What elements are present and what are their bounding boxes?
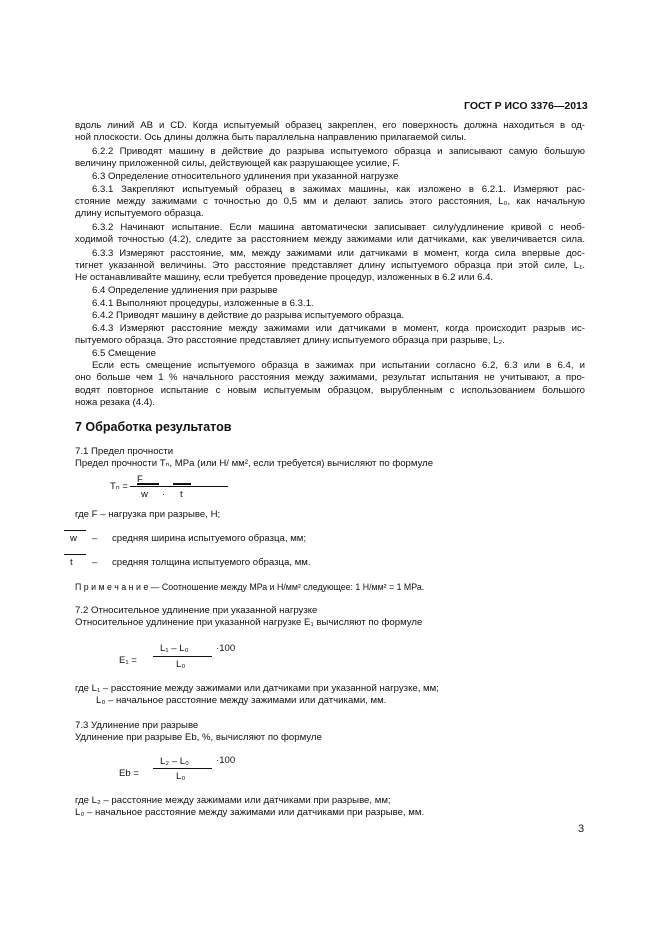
page-number: 3 <box>578 823 585 835</box>
text-line: где F – нагрузка при разрыве, Н; <box>75 509 221 520</box>
subsection-title: 7.1 Предел прочности <box>75 446 174 457</box>
document-header: ГОСТ Р ИСО 3376—2013 <box>464 100 588 112</box>
formula-denominator: · <box>162 489 166 500</box>
text-line: 6.3.3 Измеряют расстояние, мм, между зажимами или датчиками в момент, когда сила впервые дос- <box>92 248 585 259</box>
text-line: 6.3.2 Начинают испытание. Если машина автоматически записывает силу/удлинение кривой с необ- <box>92 222 585 233</box>
text-line: Если есть смещение испытуемого образца в зажимах при испытании согласно 6.2, 6.3 или в 6.4, и <box>92 360 585 371</box>
formula-denominator: L₀ <box>176 771 186 782</box>
text-line: где L₂ – расстояние между зажимами или датчиками при разрыве, мм; <box>75 795 391 806</box>
dash: – <box>92 557 98 568</box>
symbol-w: w <box>70 533 77 544</box>
fraction-bar <box>153 768 212 769</box>
text-line: ходимой точностью (4.2), следите за расстоянием между зажимами или датчиками, как увеличивается сила. <box>75 234 585 245</box>
text-line: тигнет указанной величины. Это расстояние представляет длину испытуемого образца при этой силе, L₁. <box>75 260 585 271</box>
overbar <box>64 554 86 555</box>
text-line: величину приложенной силы, действующей как разрушающее усилие, F. <box>75 158 400 169</box>
fraction-bar <box>130 486 228 487</box>
text-line: Удлинение при разрыве Eb, %, вычисляют по формуле <box>75 732 322 743</box>
text-line: ножа резака (4.4). <box>75 397 155 408</box>
text-line: 6.4.2 Приводят машину в действие до разрыва испытуемого образца. <box>92 310 405 321</box>
text-line: где L₁ – расстояние между зажимами или датчиками при указанной нагрузке, мм; <box>75 683 439 694</box>
text-line: Предел прочности Tₙ, MPa (или Н/ мм², если требуется) вычисляют по формуле <box>75 458 434 469</box>
formula-lhs: Tₙ = <box>110 481 128 492</box>
text-line: вдоль линий AB и CD. Когда испытуемый образец закреплен, его поверхность должна находиться в од- <box>75 120 585 131</box>
overbar <box>173 483 191 485</box>
text-line: 6.3 Определение относительного удлинения при указанной нагрузке <box>92 171 399 182</box>
text-line: средняя ширина испытуемого образца, мм; <box>112 533 307 544</box>
subsection-title: 7.3 Удлинение при разрыве <box>75 720 199 731</box>
formula-lhs: E₁ = <box>119 655 137 666</box>
formula-numerator: L₁ – L₀ <box>160 643 189 654</box>
text-line: 6.4.1 Выполняют процедуры, изложенные в 6.3.1. <box>92 298 314 309</box>
text-line: Относительное удлинение при указанной нагрузке E₁ вычисляют по формуле <box>75 617 423 628</box>
text-line: 6.2.2 Приводят машину в действие до разрыва испытуемого образца и записывают самую большую <box>92 146 585 157</box>
text-line: 6.4 Определение удлинения при разрыве <box>92 285 278 296</box>
symbol-t: t <box>70 557 73 568</box>
overbar <box>137 483 159 485</box>
text-line: 6.4.3 Измеряют расстояние между зажимами или датчиками в момент, когда происходит разрыв ис- <box>92 323 585 334</box>
formula-denominator: L₀ <box>176 659 186 670</box>
formula-numerator: L₂ – L₀ <box>160 756 190 767</box>
fraction-bar <box>153 656 212 657</box>
formula-multiplier: ·100 <box>216 755 236 766</box>
text-line: стояние между зажимами с точностью до 0,5 мм и делают запись этого расстояния, L₀, как начальную <box>75 196 585 207</box>
text-line: 6.5 Смещение <box>92 348 156 359</box>
note: П р и м е ч а н и е — Соотношение между МРа и Н/мм² следующее: 1 Н/мм² = 1 МРа. <box>75 582 425 592</box>
subsection-title: 7.2 Относительное удлинение при указанной нагрузке <box>75 605 318 616</box>
text-line: 6.3.1 Закрепляют испытуемый образец в зажимах машины, как изложено в 6.2.1. Измеряют рас- <box>92 184 585 195</box>
formula-denominator: w <box>141 489 148 500</box>
text-line: Не останавливайте машину, если требуется проведение процедур, изложенных в 6.2 или 6.4. <box>75 272 494 283</box>
formula-multiplier: ·100 <box>216 643 236 654</box>
text-line: L₀ – начальное расстояние между зажимами или датчиками при разрыве, мм. <box>75 807 425 818</box>
text-line: ной плоскости. Ось длины должна быть параллельна направлению прилагаемой силы. <box>75 132 467 143</box>
text-line: оно больше чем 1 % начального расстояния между зажимами, результат испытания не учитывают, а про- <box>75 372 585 383</box>
section-title: 7 Обработка результатов <box>75 420 232 434</box>
overbar <box>64 530 86 531</box>
formula-lhs: Eb = <box>119 768 140 779</box>
text-line: длину испытуемого образца. <box>75 208 204 219</box>
formula-numerator: F <box>137 474 143 485</box>
text-line: пытуемого образца. Это расстояние представляет длину испытуемого образца при разрыве, L₂. <box>75 335 505 346</box>
dash: – <box>92 533 98 544</box>
text-line: средняя толщина испытуемого образца, мм. <box>112 557 311 568</box>
text-line: водят повторное испытание с новым испытуемым образцом, вырубленным с использованием большого <box>75 385 585 396</box>
formula-denominator: t <box>180 489 183 500</box>
text-line: L₀ – начальное расстояние между зажимами или датчиками, мм. <box>96 695 387 706</box>
